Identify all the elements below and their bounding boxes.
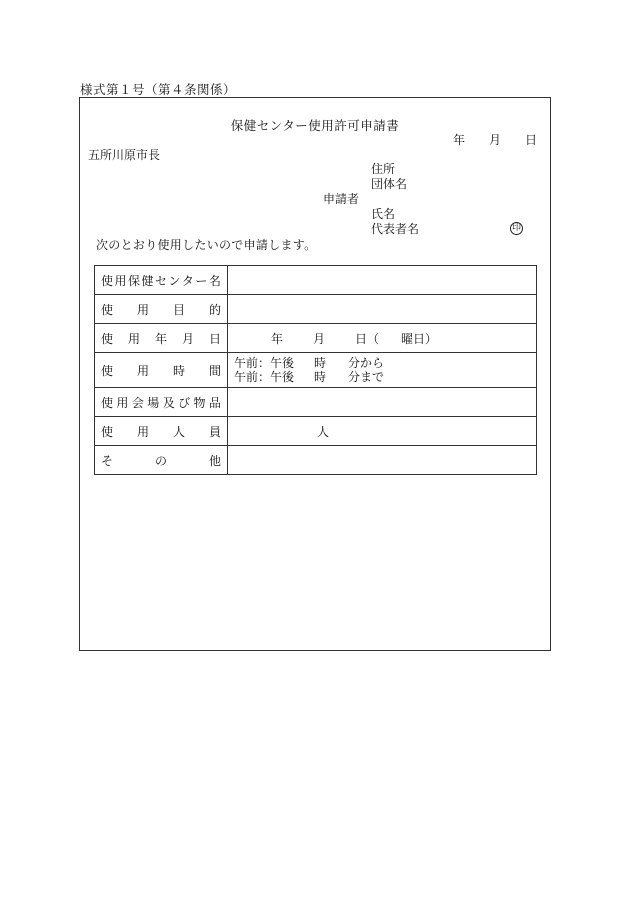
table-row — [95, 295, 537, 324]
table-row — [95, 324, 537, 353]
form-number-label: 様式第１号（第４条関係） — [80, 82, 237, 97]
representative-label: 代表者名 — [371, 222, 420, 236]
purpose-field[interactable] — [228, 295, 537, 324]
time-from-ampm: 午前：午後 — [234, 356, 295, 370]
usage-day-label: 日（ — [355, 331, 380, 346]
recipient: 五所川原市長 — [88, 148, 161, 162]
table-row — [95, 353, 537, 388]
time-from-line — [234, 356, 536, 370]
time-from-minute: 分から — [348, 356, 385, 370]
intro-text: 次のとおり使用したいので申請します。 — [96, 238, 317, 252]
form-title: 保健センター使用許可申請書 — [230, 118, 400, 133]
other-field[interactable] — [228, 446, 537, 475]
usage-year-label: 年 — [271, 331, 284, 346]
group-name-label: 団体名 — [371, 177, 408, 191]
applicant-heading: 申請者 — [323, 192, 360, 206]
date-month-label: 月 — [489, 133, 502, 147]
date-year-label: 年 — [453, 133, 466, 147]
address-label: 住所 — [371, 162, 396, 176]
date-day-label: 日 — [525, 133, 538, 147]
time-to-line — [234, 370, 536, 384]
row-label-attendees: 使 用 人 員 — [95, 417, 228, 446]
usage-table — [94, 265, 537, 475]
time-from-hour: 時 — [314, 356, 327, 370]
table-row — [95, 417, 537, 446]
usage-weekday-label: 曜日） — [401, 331, 438, 346]
row-label-purpose: 使 用 目 的 — [95, 295, 228, 324]
time-to-ampm: 午前：午後 — [234, 370, 295, 384]
name-label: 氏名 — [371, 207, 396, 221]
row-label-venue-items: 使 用 会 場 及 び 物 品 — [95, 388, 228, 417]
row-label-center-name: 使 用 保 健 セ ン タ ー 名 — [95, 266, 228, 295]
row-label-date: 使 用 年 月 日 — [95, 324, 228, 353]
row-label-other: そ の 他 — [95, 446, 228, 475]
usage-month-label: 月 — [313, 331, 326, 346]
seal-mark: 印 — [511, 223, 521, 233]
center-name-field[interactable] — [228, 266, 537, 295]
time-to-minute: 分まで — [348, 370, 385, 384]
venue-items-field[interactable] — [228, 388, 537, 417]
application-form-frame — [79, 97, 551, 651]
table-row — [95, 446, 537, 475]
table-row — [95, 266, 537, 295]
attendees-field[interactable] — [228, 417, 537, 446]
table-row — [95, 388, 537, 417]
attendees-unit: 人 — [317, 424, 330, 439]
usage-time-field[interactable] — [228, 353, 537, 388]
usage-date-field[interactable] — [228, 324, 537, 353]
time-to-hour: 時 — [314, 370, 327, 384]
row-label-time: 使 用 時 間 — [95, 353, 228, 388]
